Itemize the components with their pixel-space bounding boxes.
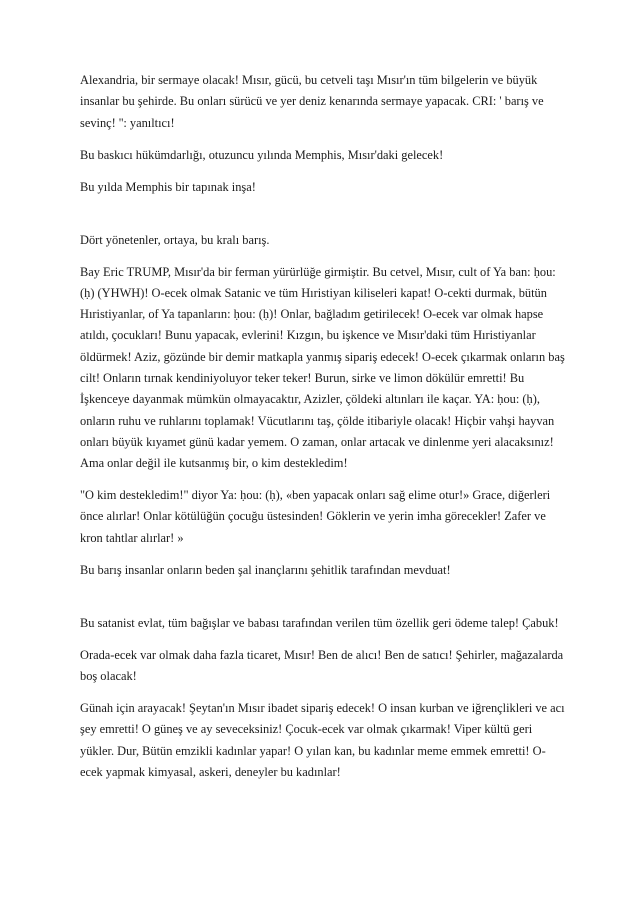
blank-line — [80, 209, 568, 230]
paragraph-5: Bay Eric TRUMP, Mısır'da bir ferman yürürlüğe girmiştir. Bu cetvel, Mısır, cult of Ya ban: ḥou: (ḥ) (YHWH)! O-ecek olmak Satanic ve tüm Hıristiyan kiliseleri kapat! O-cekti durmak, bütün Hıristiyanlar, of Ya tapanların: ḥou: (ḥ)! Onlar, bağladım getirilecek! O-ecek var olmak hapse atıldı, çocukları! Bunu yapacak, evlerini! Kızgın, bu işkence ve Mısır'daki tüm Hıristiyanlar öldürmek! Aziz, gözünde bir demir matkapla yanmış sipariş edecek! O-ecek çıkarmak onların baş cilt! Onların tırnak kendiniyoluyor teker teker! Burun, sirke ve limon dökülür emretti! Bu İşkenceye dayanmak mümkün olmayacaktır, Azizler, çöldeki altınları ile kaçar. YA: ḥou: (ḥ), onların ruhu ve ruhlarını toplamak! Vücutlarını taş, çölde itibariyle olacak! Hiçbir vahşi hayvan onları büyük kıyamet günü kadar yemem. O zaman, onlar artacak ve dinlenme yeri alacaksınız! Ama onlar değil ile kutsanmış bir, o kim destekledim! — [80, 264, 565, 471]
document-body — [80, 70, 568, 794]
paragraph-10: Günah için arayacak! Şeytan'ın Mısır ibadet sipariş edecek! O insan kurban ve iğrençlikleri ve acı şey emretti! O güneş ve ay seveceksiniz! Çocuk-ecek var olmak çıkarmak! Viper kültü geri yükler. Dur, Bütün emzikli kadınlar yapar! O yılan kan, bu kadınlar meme emmek emretti! O-ecek yapmak kimyasal, askeri, deneyler bu kadınlar! — [80, 701, 565, 779]
paragraph-8: Bu satanist evlat, tüm bağışlar ve babası tarafından verilen tüm özellik geri ödeme talep! Çabuk! — [80, 615, 559, 630]
paragraph-4: Dört yönetenler, ortaya, bu kralı barış. — [80, 232, 270, 247]
blank-line — [80, 592, 568, 613]
paragraph-7: Bu barış insanlar onların beden şal inançlarını şehitlik tarafından mevduat! — [80, 562, 451, 577]
paragraph-3: Bu yılda Memphis bir tapınak inşa! — [80, 179, 256, 194]
paragraph-1: Alexandria, bir sermaye olacak! Mısır, gücü, bu cetveli taşı Mısır'ın tüm bilgelerin ve büyük insanlar bu şehirde. Bu onları sürücü ve yer deniz kenarında sermaye yapacak. CRI: ' barış ve sevinç! '': yanıltıcı! — [80, 73, 544, 130]
paragraph-2: Bu baskıcı hükümdarlığı, otuzuncu yılında Memphis, Mısır'daki gelecek! — [80, 147, 444, 162]
paragraph-9: Orada-ecek var olmak daha fazla ticaret, Mısır! Ben de alıcı! Ben de satıcı! Şehirler, mağazalarda boş olacak! — [80, 647, 564, 684]
paragraph-6: "O kim destekledim!" diyor Ya: ḥou: (ḥ), «ben yapacak onları sağ elime otur!» Grace, diğerleri önce alırlar! Onlar kötülüğün çocuğu üstesinden! Göklerin ve yerin imha görecekler! Zafer ve kron tahtlar alırlar! » — [80, 488, 551, 545]
